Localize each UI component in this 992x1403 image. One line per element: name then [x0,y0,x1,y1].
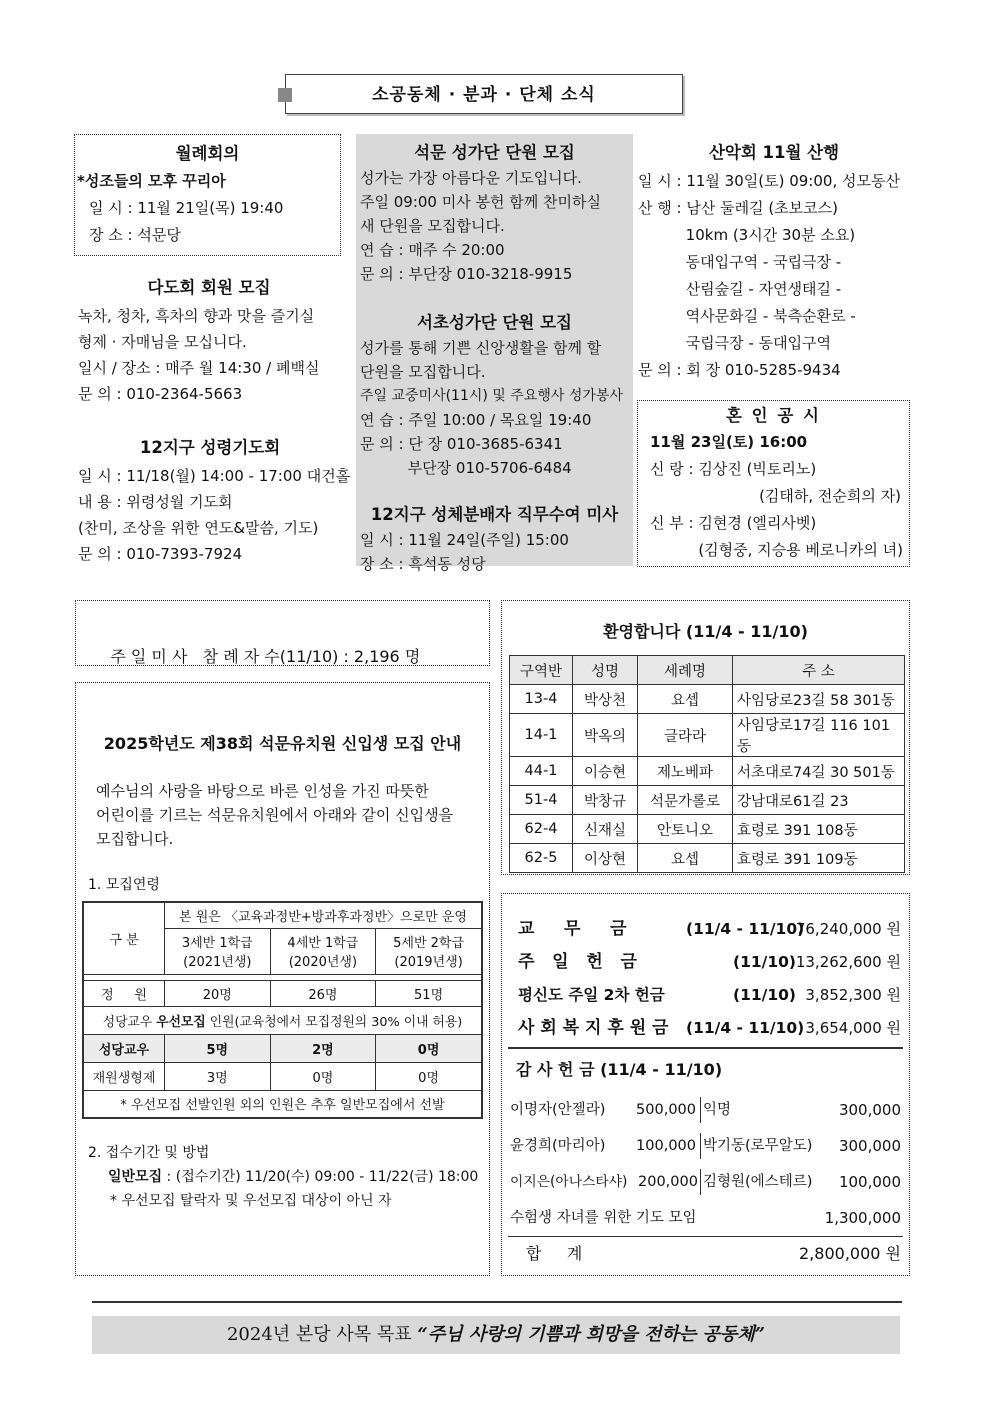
footer-divider [92,1301,902,1303]
welcome-box [501,600,910,875]
kindergarten-section1: 1. 모집연령 [88,877,160,893]
choir-seocho-line: 연 습 : 주일 10:00 / 목요일 19:40 [360,411,592,429]
section-header-title: 소공동체 · 분과 · 단체 소식 [372,85,596,105]
admission-priority-note: 성당교우 우선모집 인원(교육청에서 모집정원의 30% 이내 허용) [83,1006,482,1034]
table-row: 62-4 신재실 안토니오 효령로 391 108동 [510,815,905,844]
hiking-line: 동대입구역 - 국립극장 - [638,253,842,271]
total-row: 합 계 2,800,000 원 [526,1244,901,1263]
table-row: 14-1 박옥의 글라라 사임당로17길 116 101동 [510,714,905,757]
table-row: 44-1 이승현 제노베파 서초대로74길 30 501동 [510,757,905,786]
offering-row: 주 일 헌 금 (11/10) 13,262,600 원 [518,952,901,972]
hiking-line: 산림숲길 - 자연생태길 - [638,280,842,298]
admission-col-head: 구 분 [83,902,165,974]
admission-footnote: * 우선모집 선발인원 외의 인원은 추후 일반모집에서 선발 [83,1090,482,1118]
admission-class: 4세반 1학급 (2020년생) [270,928,376,974]
choir-seokmun-line: 문 의 : 부단장 010-3218-9915 [360,265,573,283]
attendance-period: (11/10) [279,647,339,666]
prayer-meeting-section [74,435,351,567]
tea-club-line: 형제 · 자매님을 모십니다. [78,333,247,351]
kindergarten-section2: 2. 접수기간 및 방법 [88,1145,210,1161]
attendance-value: : 2,196 명 [338,647,421,666]
welcome-header: 주 소 [733,656,905,685]
prayer-meeting-line: (찬미, 조상을 위한 연도&말씀, 기도) [78,519,319,537]
tea-club-line: 일시 / 장소 : 매주 월 14:30 / 폐백실 [78,359,320,377]
admission-sibling: 3명 [165,1062,271,1090]
footer-motto: “주님 사랑의 기쁨과 희망을 전하는 공동체” [417,1324,766,1345]
hiking-line: 역사문화길 - 북측순환로 - [638,307,856,325]
choir-seokmun-line: 새 단원을 모집합니다. [360,217,505,235]
choir-seokmun-line: 연 습 : 매주 수 20:00 [360,241,505,259]
monthly-meeting-box [74,134,341,256]
kindergarten-intro: 어린이를 기르는 석문유치원에서 아래와 같이 신입생을 [96,806,454,824]
hiking-line: 일 시 : 11월 30일(토) 09:00, 성모동산 [638,172,900,190]
admission-quota-label: 정 원 [83,980,165,1006]
choir-seocho-line: 문 의 : 단 장 010-3685-6341 [360,435,563,453]
hiking-line: 10km (3시간 30분 소요) [638,226,856,244]
kindergarten-general-note: * 우선모집 탈락자 및 우선모집 대상이 아닌 자 [110,1193,392,1209]
choir-column [356,134,633,573]
admission-table [82,901,483,1119]
monthly-meeting-line: 장 소 : 석문당 [89,226,181,244]
hiking-line: 국립극장 - 동대입구역 [638,334,832,352]
eucharist-mass-line: 일 시 : 11월 24일(주일) 15:00 [360,531,569,549]
attendance-label: 주 일 미 사 참 례 자 수 [110,647,280,666]
offering-row: 교 무 금 (11/4 - 11/10) 76,240,000 원 [518,919,901,939]
footer-prefix: 2024년 본당 사목 목표 [226,1324,418,1345]
choir-seokmun-line: 주일 09:00 미사 봉헌 함께 찬미하실 [360,193,601,211]
admission-parish: 2명 [270,1034,376,1062]
admission-quota: 20명 [165,980,271,1006]
table-row: 51-4 박창규 석문가롤로 강남대로61길 23 [510,786,905,815]
eucharist-mass-line: 장 소 : 흑석동 성당 [360,555,486,573]
monthly-meeting-title: 월례회의 [175,144,240,163]
prayer-meeting-line: 문 의 : 010-7393-7924 [78,545,243,563]
choir-seocho-line: 주일 교중미사(11시) 및 주요행사 성가봉사 [360,388,623,404]
choir-seocho-line: 단원을 모집합니다. [360,363,486,381]
prayer-meeting-line: 내 용 : 위령성월 기도회 [78,493,233,511]
attendance-box [75,600,490,666]
wedding-title: 혼 인 공 시 [726,406,821,425]
section-header [285,74,683,114]
thanks-row: 이지은(아나스타샤) 200,000 김형원(에스테르) 100,000 [510,1164,909,1200]
prayer-row: 수험생 자녀를 위한 기도 모임 1,300,000 [510,1209,901,1227]
tea-club-title: 다도회 회원 모집 [147,278,271,297]
admission-parish: 5명 [165,1034,271,1062]
offering-row: 사 회 복 지 후 원 금 (11/4 - 11/10) 3,654,000 원 [518,1018,901,1038]
thanks-title: 감 사 헌 금 (11/4 - 11/10) [516,1060,723,1079]
hiking-title: 산악회 11월 산행 [708,143,840,162]
admission-sibling-label: 재원생형제 [83,1062,165,1090]
monthly-meeting-subtitle: *성조들의 모후 꾸리아 [77,172,226,190]
admission-quota: 26명 [270,980,376,1006]
kindergarten-box [75,682,490,1276]
admission-class: 5세반 2학급 (2019년생) [376,928,482,974]
admission-sibling: 0명 [270,1062,376,1090]
wedding-groom: 신 랑 : 김상진 (빅토리노) [650,460,817,478]
kindergarten-intro: 모집합니다. [96,830,174,848]
kindergarten-title: 2025학년도 제38회 석문유치원 신입생 모집 안내 [103,734,462,753]
welcome-header: 구역반 [510,656,573,685]
eucharist-mass-title: 12지구 성체분배자 직무수여 미사 [370,505,619,524]
prayer-meeting-line: 일 시 : 11/18(월) 14:00 - 17:00 대건홀 [78,467,351,485]
admission-quota: 51명 [376,980,482,1006]
hiking-line: 산 행 : 남산 둘레길 (초보코스) [638,199,838,217]
kindergarten-general: 일반모집 : (접수기간) 11/20(수) 09:00 - 11/22(금) 18:00 [108,1169,479,1185]
offerings-box [501,893,910,1276]
choir-seocho-title: 서초성가단 단원 모집 [417,313,572,332]
admission-class: 3세반 1학급 (2021년생) [165,928,271,974]
choir-seocho-line: 성가를 통해 기쁜 신앙생활을 함께 할 [360,339,602,357]
wedding-groom-parents: (김태하, 전순희의 자) [759,487,901,505]
tea-club-section [74,275,344,407]
thanks-row: 윤경희(마리아) 100,000 박기동(로무알도) 300,000 [510,1128,909,1164]
tea-club-line: 녹차, 청차, 흑차의 향과 맛을 즐기실 [78,307,315,325]
choir-seokmun-line: 성가는 가장 아름다운 기도입니다. [360,169,582,187]
welcome-table [509,655,905,873]
admission-parish: 0명 [376,1034,482,1062]
welcome-title: 환영합니다 (11/4 - 11/10) [603,622,808,641]
offering-row: 평신도 주일 2차 헌금 (11/10) 3,852,300 원 [518,986,901,1004]
choir-seokmun-title: 석문 성가단 단원 모집 [414,143,575,162]
table-row: 62-5 이상현 요셉 효령로 391 109동 [510,844,905,873]
footer-banner [92,1316,900,1354]
admission-parish-label: 성당교우 [83,1034,165,1062]
thanks-row: 이명자(안젤라) 500,000 익명 300,000 [510,1092,909,1128]
kindergarten-intro: 예수님의 사랑을 바탕으로 바른 인성을 가진 따뜻한 [96,782,429,800]
monthly-meeting-line: 일 시 : 11월 21일(목) 19:40 [89,199,284,217]
wedding-bride-parents: (김형중, 지승용 베로니카의 녀) [698,541,903,559]
square-bullet-icon [278,88,292,102]
choir-seocho-line: 부단장 010-5706-6484 [360,459,572,477]
wedding-box [637,400,910,567]
tea-club-line: 문 의 : 010-2364-5663 [78,385,243,403]
wedding-bride: 신 부 : 김현경 (엘리사벳) [650,514,817,532]
hiking-line: 문 의 : 회 장 010-5285-9434 [638,361,841,379]
prayer-meeting-title: 12지구 성령기도회 [139,438,281,457]
admission-span-head: 본 원은 〈교육과정반+방과후과정반〉으로만 운영 [165,902,483,928]
welcome-header: 성명 [573,656,638,685]
wedding-date: 11월 23일(토) 16:00 [650,433,808,451]
admission-sibling: 0명 [376,1062,482,1090]
welcome-header: 세례명 [638,656,733,685]
hiking-section [638,140,910,384]
table-row: 13-4 박상천 요셉 사임당로23길 58 301동 [510,685,905,714]
